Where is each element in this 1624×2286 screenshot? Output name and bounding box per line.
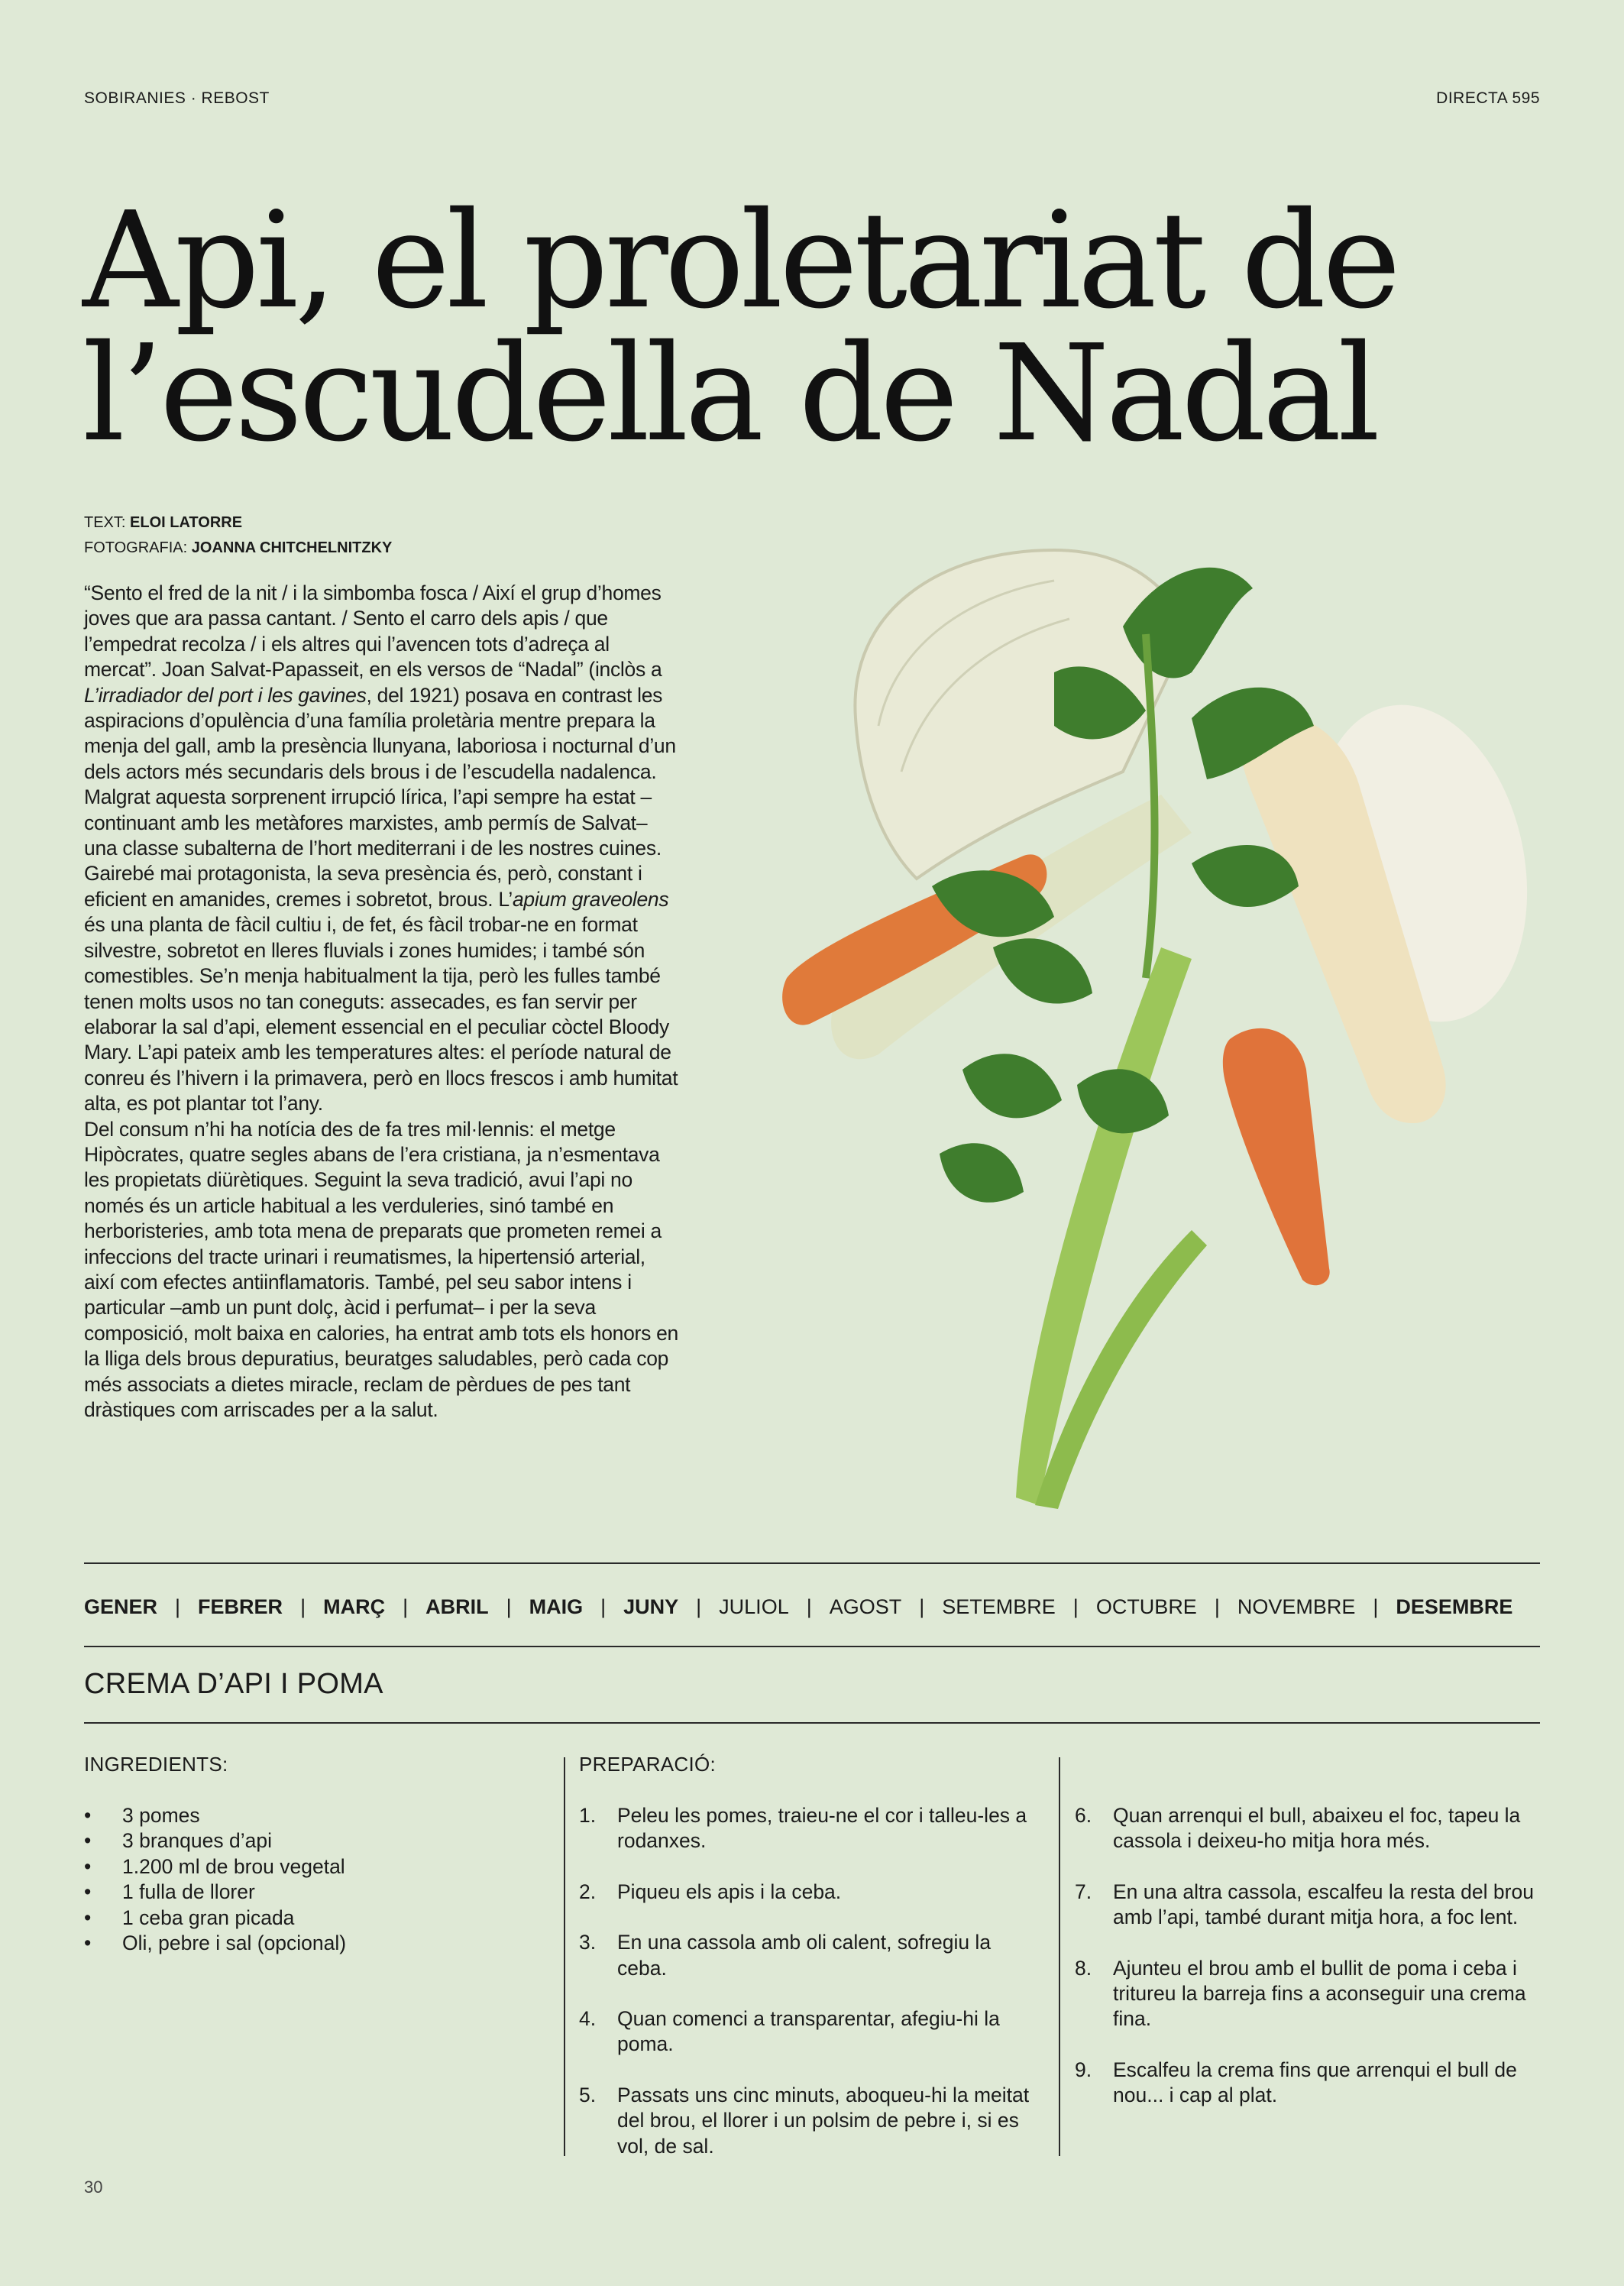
month-separator: | <box>175 1595 181 1618</box>
step-text: Quan comenci a transparentar, afegiu-hi la poma. <box>617 2007 1000 2056</box>
step-text: Passats uns cinc minuts, aboqueu-hi la meitat del brou, el llorer i un polsim de pebre i, si es vol, de sal. <box>617 2083 1030 2158</box>
month-separator: | <box>806 1595 812 1618</box>
step-text: Quan arrenqui el bull, abaixeu el foc, tapeu la cassola i deixeu-ho mitja hora més. <box>1113 1804 1521 1853</box>
step-item <box>1075 2058 1541 2109</box>
step-item <box>579 1880 1045 1905</box>
carrot <box>1223 1028 1330 1285</box>
step-item <box>579 2006 1045 2058</box>
month-setembre: SETEMBRE <box>942 1595 1056 1618</box>
article-paragraph <box>84 785 680 1116</box>
section-label: SOBIRANIES · REBOST <box>84 89 270 107</box>
page-title <box>82 183 1534 471</box>
step-number: 9. <box>1075 2058 1092 2081</box>
step-text: Peleu les pomes, traieu-ne el cor i talleu-les a rodanxes. <box>617 1804 1027 1853</box>
month-separator: | <box>919 1595 925 1618</box>
title-line-2: l’escudella de Nadal <box>82 316 1377 471</box>
ingredients-heading: INGREDIENTS: <box>84 1753 228 1776</box>
month-maig: MAIG <box>529 1595 584 1618</box>
ingredient-item: • 1 fulla de llorer <box>84 1880 346 1905</box>
article-text: , del 1921) posava en contrast les aspiracions d’opulència d’una família proletària mentre prepara la menja del gall, amb la presència llunyana, laboriosa i nocturnal d’un dels actors més secundaris dels brous i de l’escudella nadalenca. <box>84 683 676 783</box>
steps-column-2 <box>1075 1803 1541 2109</box>
month-separator: | <box>1373 1595 1379 1618</box>
preparation-heading: PREPARACIÓ: <box>579 1753 717 1776</box>
text-credit <box>84 510 392 536</box>
month-separator: | <box>696 1595 702 1618</box>
step-text: En una cassola amb oli calent, sofregiu la ceba. <box>617 1931 992 1980</box>
divider <box>84 1646 1540 1647</box>
column-divider <box>1059 1757 1060 2156</box>
celery-stalk <box>1016 947 1192 1505</box>
step-item <box>579 1930 1045 1981</box>
article-paragraph <box>84 581 680 785</box>
issue-label: DIRECTA 595 <box>1436 89 1540 107</box>
step-number: 1. <box>579 1804 597 1827</box>
article-paragraph: Del consum n’hi ha notícia des de fa tres mil·lennis: el metge Hipòcrates, quatre segles abans de l’era cristiana, ja n’esmentava les propietats diürètiques. Seguint la seva tradició, avui l’api no només és un article habitual a les verduleries, sinó també en herboristeries, amb tota mena de preparats que prometen remei a infeccions del tracte urinari i reumatismes, la hipertensió arterial, així com efectes antiinflamatoris. També, pel seu sabor intens i particular –amb un punt dolç, àcid i perfumat– i per la seva composició, molt baixa en calories, ha entrat amb tots els honors en la lliga dels brous depuratius, beuratges saludables, però cada cop més associats a dietes miracle, reclam de pèrdues de pes tant dràstiques com arriscades per a la salut. <box>84 1117 678 1421</box>
ingredient-item: • 3 branques d’api <box>84 1828 346 1854</box>
article-text: “Sento el fred de la nit / i la simbomba fosca / Així el grup d’homes joves que ara passa cantant. / Sento el carro dels apis / que l’empedrat recolza / i els altres qui l’avencen tots d’adreça al mercat”. Joan Salvat-Papasseit, en els versos de “Nadal” (inclòs a <box>84 581 662 682</box>
month-novembre: NOVEMBRE <box>1237 1595 1356 1618</box>
column-divider <box>564 1757 565 2156</box>
photo-credit-label: FOTOGRAFIA: <box>84 539 188 556</box>
month-juny: JUNY <box>623 1595 679 1618</box>
text-credit-label: TEXT: <box>84 514 126 531</box>
step-text: Escalfeu la crema fins que arrenqui el bull de nou... i cap al plat. <box>1113 2058 1517 2107</box>
step-item <box>1075 1956 1541 2032</box>
step-number: 3. <box>579 1931 597 1954</box>
month-juliol: JULIOL <box>719 1595 789 1618</box>
step-item <box>1075 1803 1541 1854</box>
step-text: En una altra cassola, escalfeu la resta del brou amb l’api, també durant mitja hora, a foc lent. <box>1113 1880 1534 1929</box>
step-number: 2. <box>579 1880 597 1903</box>
ingredient-item: • 3 pomes <box>84 1803 346 1828</box>
article-text: Malgrat aquesta sorprenent irrupció lírica, l’api sempre ha estat –continuant amb les metàfores marxistes, amb permís de Salvat– una classe subalterna de l’hort mediterrani i de les nostres cuines. Gairebé mai protagonista, la seva presència és, però, constant i eficient en amanides, cremes i sobretot, brous. L’ <box>84 785 662 911</box>
vegetables-photo <box>764 520 1574 1513</box>
month-separator: | <box>506 1595 512 1618</box>
article-text: és una planta de fàcil cultiu i, de fet, és fàcil trobar-ne en format silvestre, sobretot en lleres fluvials i zones humides; i també són comestibles. Se’n menja habitualment la tija, però les fulles també tenen molts usos no tan coneguts: assecades, es fan servir per elaborar la sal d’api, element essencial en el peculiar còctel Bloody Mary. L’api pateix amb les temperatures altes: el període natural de conreu és l’hivern i la primavera, però en llocs frescos i amb humitat alta, es pot plantar tot l’any. <box>84 913 678 1115</box>
recipe-title: CREMA D’API I POMA <box>84 1668 383 1700</box>
month-separator: | <box>1072 1595 1079 1618</box>
divider <box>84 1722 1540 1724</box>
month-separator: | <box>300 1595 306 1618</box>
credits <box>84 510 392 561</box>
month-agost: AGOST <box>829 1595 902 1618</box>
ingredient-item: • Oli, pebre i sal (opcional) <box>84 1931 346 1956</box>
month-separator: | <box>1214 1595 1220 1618</box>
step-text: Ajunteu el brou amb el bullit de poma i ceba i tritureu la barreja fins a aconseguir una crema fina. <box>1113 1956 1526 2031</box>
ingredient-item: • 1.200 ml de brou vegetal <box>84 1854 346 1880</box>
month-separator: | <box>403 1595 409 1618</box>
month-gener: GENER <box>84 1595 158 1618</box>
step-item <box>579 1803 1045 1854</box>
step-number: 5. <box>579 2083 597 2106</box>
step-item <box>579 2083 1045 2159</box>
species-name: apium graveolens <box>512 887 669 911</box>
text-author: ELOI LATORRE <box>130 514 243 531</box>
month-separator: | <box>600 1595 607 1618</box>
step-number: 8. <box>1075 1956 1092 1980</box>
article-body <box>84 581 680 1423</box>
steps-column-1 <box>579 1803 1045 2159</box>
title-line-1: Api, el proletariat de <box>82 183 1397 338</box>
page-number: 30 <box>84 2178 103 2197</box>
month-desembre: DESEMBRE <box>1396 1595 1513 1618</box>
month-febrer: FEBRER <box>198 1595 283 1618</box>
photo-author: JOANNA CHITCHELNITZKY <box>191 539 393 556</box>
book-title: L’irradiador del port i les gavines <box>84 683 367 707</box>
ingredients-list <box>84 1803 346 1956</box>
month-març: MARÇ <box>323 1595 386 1618</box>
month-abril: ABRIL <box>425 1595 489 1618</box>
ingredient-item: • 1 ceba gran picada <box>84 1906 346 1931</box>
step-text: Piqueu els apis i la ceba. <box>617 1880 842 1903</box>
divider <box>84 1562 1540 1564</box>
step-number: 4. <box>579 2007 597 2031</box>
month-octubre: OCTUBRE <box>1095 1595 1197 1618</box>
step-number: 6. <box>1075 1804 1092 1827</box>
step-number: 7. <box>1075 1880 1092 1903</box>
harvest-calendar <box>84 1591 1540 1622</box>
photo-credit <box>84 536 392 561</box>
step-item <box>1075 1880 1541 1931</box>
